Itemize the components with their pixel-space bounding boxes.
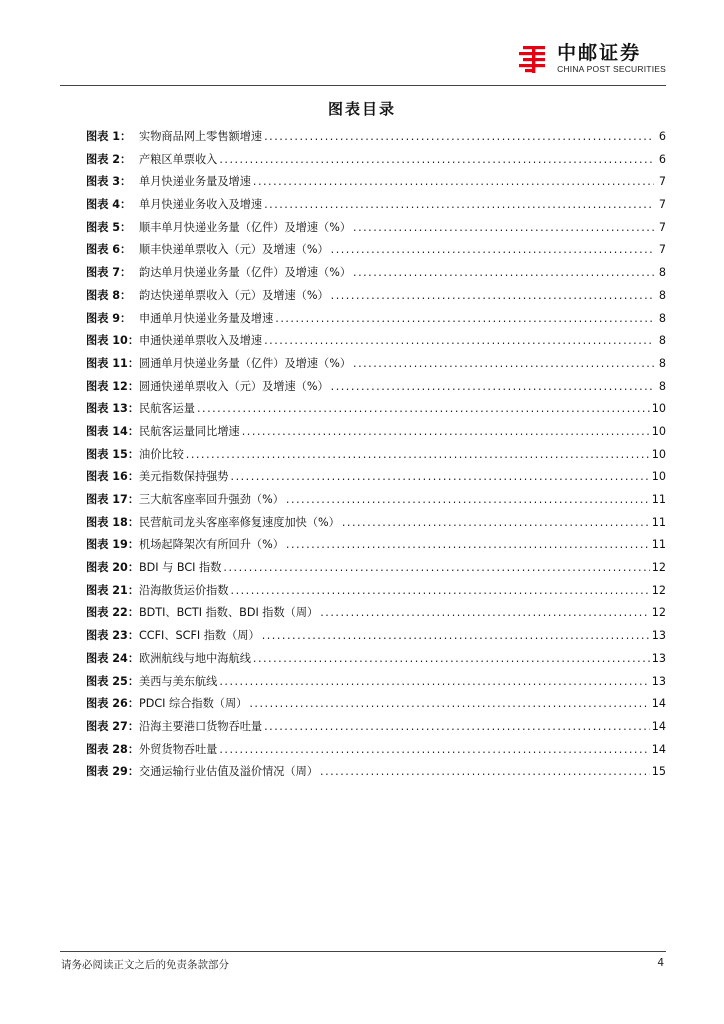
toc-entry[interactable] (86, 718, 666, 741)
toc-leader-dots (264, 198, 654, 211)
toc-entry-title: 油价比较 (139, 447, 184, 461)
toc-entry-number: 图表 8： (86, 288, 132, 302)
toc-leader-dots (223, 561, 649, 574)
company-logo (517, 42, 666, 75)
toc-entry[interactable] (86, 423, 666, 446)
toc-entry-title: 圆通快递单票收入（元）及增速（%） (139, 379, 329, 393)
toc-entry-page: 13 (651, 651, 666, 665)
toc-entry-title: 产粮区单票收入 (139, 152, 218, 166)
toc-leader-dots (353, 221, 654, 234)
toc-entry-page: 6 (658, 130, 666, 143)
toc-entry-number: 图表 13： (86, 402, 140, 416)
footer-page-number: 4 (657, 957, 664, 969)
toc-entry-title: 机场起降架次有所回升（%） (139, 538, 284, 552)
toc-leader-dots (219, 743, 649, 756)
toc-leader-dots (286, 493, 650, 506)
toc-entry-title: CCFI、SCFI 指数（周） (139, 629, 260, 643)
toc-entry-page: 10 (651, 402, 666, 416)
toc-leader-dots (249, 697, 649, 710)
toc-entry-page: 12 (651, 561, 666, 575)
toc-entry-title: 顺丰快递单票收入（元）及增速（%） (139, 243, 329, 257)
toc-entry[interactable] (86, 536, 666, 559)
toc-entry-number: 图表 1： (86, 130, 132, 143)
toc-entry[interactable] (86, 582, 666, 605)
toc-entry[interactable] (86, 559, 666, 582)
toc-entry-number: 图表 5： (86, 220, 132, 234)
toc-leader-dots (264, 130, 654, 143)
toc-entry-title: 韵达快递单票收入（元）及增速（%） (139, 288, 329, 302)
toc-leader-dots (286, 538, 650, 551)
toc-entry-title: 民营航司龙头客座率修复速度加快（%） (139, 515, 340, 529)
toc-entry-number: 图表 9： (86, 311, 132, 325)
toc-entry[interactable] (86, 673, 666, 696)
toc-entry-page: 12 (651, 606, 666, 620)
toc-entry[interactable] (86, 514, 666, 537)
toc-entry-page: 15 (651, 765, 666, 779)
toc-entry-title: 单月快递业务收入及增速 (139, 198, 263, 212)
toc-entry-title: 申通单月快递业务量及增速 (139, 311, 274, 325)
toc-entry-title: 实物商品网上零售额增速 (139, 130, 263, 143)
toc-entry-number: 图表 15： (86, 447, 140, 461)
toc-entry-title: BDTI、BCTI 指数、BDI 指数（周） (139, 606, 319, 620)
toc-entry-page: 8 (658, 379, 666, 393)
toc-entry[interactable] (86, 196, 666, 219)
toc-entry-number: 图表 26： (86, 697, 140, 711)
toc-entry-page: 8 (658, 288, 666, 302)
toc-entry-page: 8 (658, 266, 666, 280)
toc-entry[interactable] (86, 310, 666, 333)
toc-entry-number: 图表 23： (86, 629, 140, 643)
header-divider (60, 85, 666, 86)
toc-leader-dots (186, 448, 650, 461)
toc-entry-number: 图表 11： (86, 356, 140, 370)
toc-entry[interactable] (86, 287, 666, 310)
toc-entry-page: 8 (658, 311, 666, 325)
toc-entry-number: 图表 2： (86, 152, 132, 166)
toc-entry-number: 图表 7： (86, 266, 132, 280)
toc-leader-dots (219, 675, 649, 688)
toc-leader-dots (331, 243, 654, 256)
toc-entry[interactable] (86, 491, 666, 514)
toc-leader-dots (231, 584, 650, 597)
toc-leader-dots (197, 402, 650, 415)
toc-entry-number: 图表 24： (86, 651, 140, 665)
toc-leader-dots (275, 312, 654, 325)
toc-entry-number: 图表 6： (86, 243, 132, 257)
toc-leader-dots (231, 470, 650, 483)
toc-entry[interactable] (86, 264, 666, 287)
toc-leader-dots (331, 289, 654, 302)
toc-entry[interactable] (86, 763, 666, 786)
toc-leader-dots (262, 629, 650, 642)
toc-title: 图表目录 (327, 100, 396, 118)
toc-leader-dots (331, 380, 654, 393)
toc-leader-dots (320, 606, 650, 619)
toc-entry[interactable] (86, 627, 666, 650)
toc-entry-title: 韵达单月快递业务量（亿件）及增速（%） (139, 266, 352, 280)
toc-entry[interactable] (86, 741, 666, 764)
toc-entry-number: 图表 25： (86, 674, 140, 688)
toc-entry-number: 图表 17： (86, 493, 140, 506)
toc-entry-number: 图表 10： (86, 334, 140, 348)
toc-entry-page: 14 (651, 719, 666, 733)
toc-entry-number: 图表 21： (86, 583, 140, 597)
toc-entry-number: 图表 19： (86, 538, 140, 552)
toc-entry-page: 7 (658, 175, 666, 189)
toc-entry-number: 图表 29： (86, 765, 140, 779)
toc-entry-number: 图表 12： (86, 379, 140, 393)
toc-entry-number: 图表 14： (86, 424, 140, 438)
toc-entry-title: 民航客运量 (139, 402, 195, 416)
toc-leader-dots (242, 425, 650, 438)
toc-entry-title: 美元指数保持强势 (139, 470, 229, 484)
table-of-figures (86, 128, 666, 786)
toc-leader-dots (353, 357, 654, 370)
footer-disclaimer: 请务必阅读正文之后的免责条款部分 (61, 959, 229, 971)
toc-entry[interactable] (86, 332, 666, 355)
toc-entry-number: 图表 27： (86, 719, 140, 733)
toc-entry-page: 10 (651, 447, 666, 461)
toc-entry-title: 沿海散货运价指数 (139, 583, 229, 597)
toc-entry-page: 8 (658, 356, 666, 370)
toc-entry[interactable] (86, 173, 666, 196)
toc-leader-dots (253, 175, 654, 188)
toc-entry-title: 圆通单月快递业务量（亿件）及增速（%） (139, 356, 352, 370)
toc-entry-page: 14 (651, 742, 666, 756)
footer-divider (60, 951, 666, 952)
toc-entry-number: 图表 28： (86, 742, 140, 756)
toc-entry-page: 7 (658, 220, 666, 234)
toc-entry-title: PDCI 综合指数（周） (139, 697, 248, 711)
toc-entry[interactable] (86, 695, 666, 718)
toc-entry-title: 外贸货物吞吐量 (139, 742, 218, 756)
toc-entry-number: 图表 20： (86, 561, 140, 575)
toc-entry-title: 美西与美东航线 (139, 674, 218, 688)
toc-entry-page: 7 (658, 243, 666, 257)
toc-entry-title: 欧洲航线与地中海航线 (139, 651, 251, 665)
toc-leader-dots (320, 765, 650, 778)
toc-entry-page: 11 (651, 493, 666, 506)
toc-entry-number: 图表 16： (86, 470, 140, 484)
toc-entry[interactable] (86, 604, 666, 627)
toc-entry-title: 顺丰单月快递业务量（亿件）及增速（%） (139, 220, 352, 234)
toc-leader-dots (353, 266, 654, 279)
toc-entry-page: 13 (651, 674, 666, 688)
toc-leader-dots (219, 153, 654, 166)
toc-entry[interactable] (86, 468, 666, 491)
toc-entry[interactable] (86, 128, 666, 151)
toc-entry-page: 12 (651, 583, 666, 597)
toc-entry[interactable] (86, 151, 666, 174)
china-post-logo-icon (517, 44, 551, 74)
toc-entry-page: 11 (651, 515, 666, 529)
toc-leader-dots (342, 516, 650, 529)
page-header (60, 38, 666, 86)
toc-entry-title: 民航客运量同比增速 (139, 424, 240, 438)
logo-english-name: CHINA POST SECURITIES (557, 64, 666, 74)
toc-entry-title: 沿海主要港口货物吞吐量 (139, 719, 263, 733)
toc-entry[interactable] (86, 219, 666, 242)
toc-entry[interactable] (86, 355, 666, 378)
toc-entry[interactable] (86, 400, 666, 423)
toc-entry-title: BDI 与 BCI 指数 (139, 561, 222, 575)
toc-entry-number: 图表 3： (86, 175, 132, 189)
toc-entry-page: 8 (658, 334, 666, 348)
toc-entry-page: 6 (658, 152, 666, 166)
toc-leader-dots (253, 652, 650, 665)
toc-entry-page: 14 (651, 697, 666, 711)
toc-entry-number: 图表 4： (86, 198, 132, 212)
toc-entry-page: 13 (651, 629, 666, 643)
logo-chinese-name: 中邮证券 (557, 42, 642, 64)
toc-entry[interactable] (86, 650, 666, 673)
toc-entry[interactable] (86, 241, 666, 264)
toc-entry-title: 交通运输行业估值及溢价情况（周） (139, 765, 319, 779)
toc-entry-title: 单月快递业务量及增速 (139, 175, 251, 189)
toc-entry-number: 图表 18： (86, 515, 140, 529)
toc-entry-page: 7 (658, 198, 666, 212)
toc-entry-page: 10 (651, 424, 666, 438)
toc-entry-title: 申通快递单票收入及增速 (139, 334, 263, 348)
toc-entry-number: 图表 22： (86, 606, 140, 620)
toc-leader-dots (264, 720, 650, 733)
toc-entry[interactable] (86, 378, 666, 401)
toc-entry-page: 10 (651, 470, 666, 484)
toc-entry-page: 11 (651, 538, 666, 552)
toc-entry-title: 三大航客座率回升强劲（%） (139, 493, 284, 506)
toc-leader-dots (264, 334, 654, 347)
toc-entry[interactable] (86, 446, 666, 469)
